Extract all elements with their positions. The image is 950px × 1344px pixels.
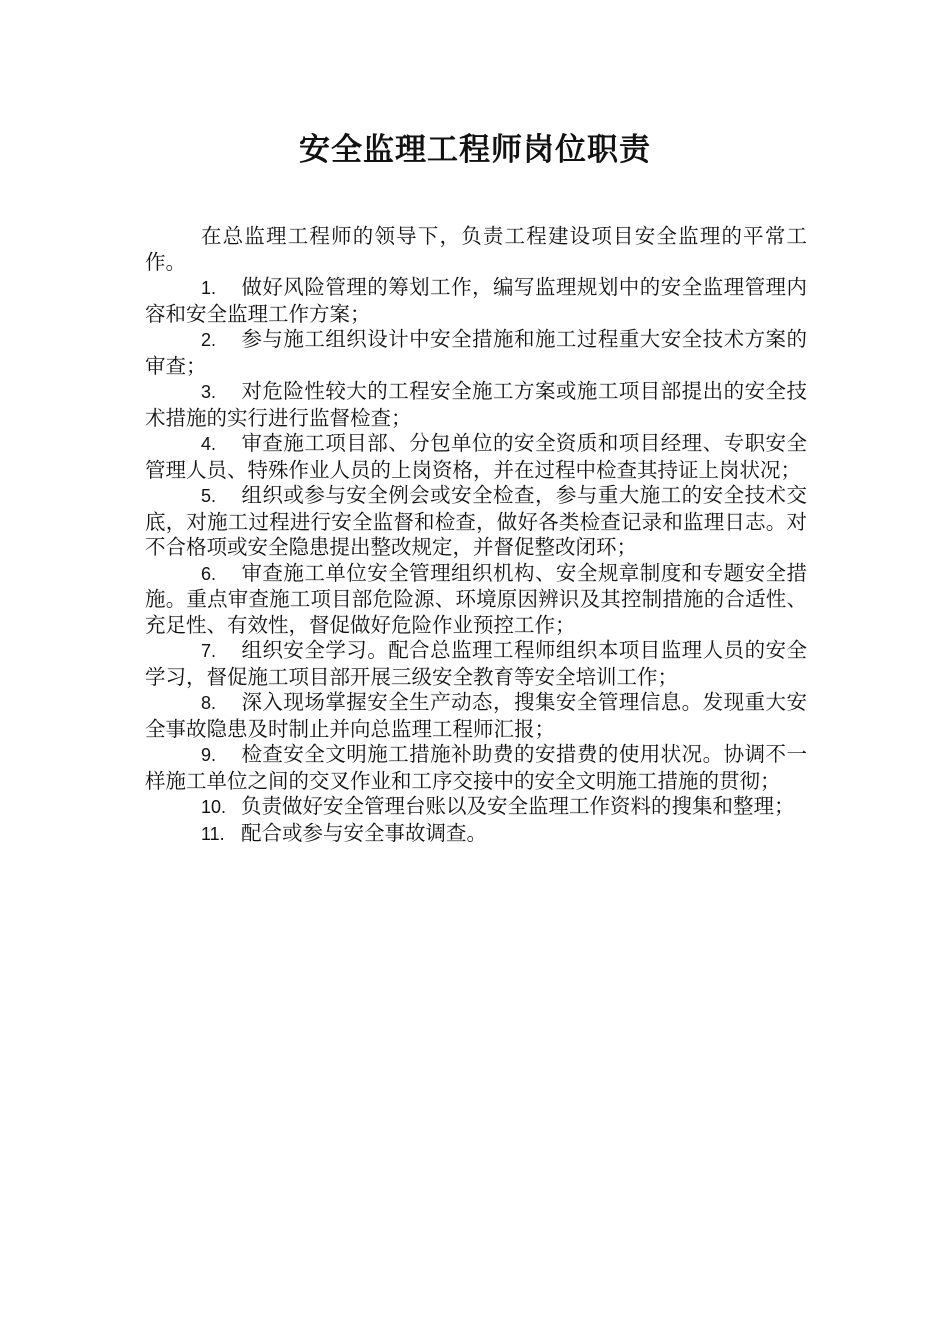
item-text: 检查安全文明施工措施补助费的安措费的使用状况。协调不一样施工单位之间的交叉作业和工序交接中的安全文明施工措施的贯彻； [145,742,807,793]
item-text: 配合或参与安全事故调查。 [241,820,487,845]
item-number: 1. [201,278,217,298]
item-number: 7. [201,641,217,661]
item-number: 11. [201,823,225,844]
list-item [145,483,807,561]
list-item [145,742,807,794]
list-item [145,327,807,379]
item-number: 2. [201,330,217,350]
item-text: 深入现场掌握安全生产动态，搜集安全管理信息。发现重大安全事故隐患及时制止并向总监理工程师汇报； [145,690,807,741]
intro-paragraph: 在总监理工程师的领导下，负责工程建设项目安全监理的平常工作。 [145,224,807,274]
item-text: 对危险性较大的工程安全施工方案或施工项目部提出的安全技术措施的实行进行监督检查； [145,379,807,430]
item-text: 组织或参与安全例会或安全检查，参与重大施工的安全技术交底，对施工过程进行安全监督和检查，做好各类检查记录和监理日志。对不合格项或安全隐患提出整改规定，并督促整改闭环； [145,483,807,559]
document-body [145,224,807,847]
item-number: 5. [201,486,217,506]
list-item [145,794,807,821]
item-text: 审查施工项目部、分包单位的安全资质和项目经理、专职安全管理人员、特殊作业人员的上岗资格，并在过程中检查其持证上岗状况； [145,431,807,482]
item-number: 6. [201,563,217,584]
item-number: 9. [201,745,217,765]
list-item [145,638,807,690]
list-item [145,561,807,639]
item-text: 审查施工单位安全管理组织机构、安全规章制度和专题安全措施。重点审查施工项目部危险源、环境原因辨识及其控制措施的合适性、充足性、有效性，督促做好危险作业预控工作； [145,560,807,637]
item-text: 做好风险管理的筹划工作，编写监理规划中的安全监理管理内容和安全监理工作方案； [145,275,807,326]
list-item [145,821,807,848]
item-text: 组织安全学习。配合总监理工程师组织本项目监理人员的安全学习，督促施工项目部开展三级安全教育等安全培训工作； [145,638,807,689]
list-item [145,431,807,483]
list-item [145,690,807,742]
item-number: 3. [201,382,217,402]
list-item [145,379,807,431]
item-number: 10. [201,797,227,817]
item-number: 8. [201,693,217,713]
item-text: 负责做好安全管理台账以及安全监理工作资料的搜集和整理； [241,794,795,818]
item-text: 参与施工组织设计中安全措施和施工过程重大安全技术方案的审查； [145,327,807,378]
document-title: 安全监理工程师岗位职责 [299,132,651,168]
list-item [145,275,807,327]
item-number: 4. [201,434,217,454]
